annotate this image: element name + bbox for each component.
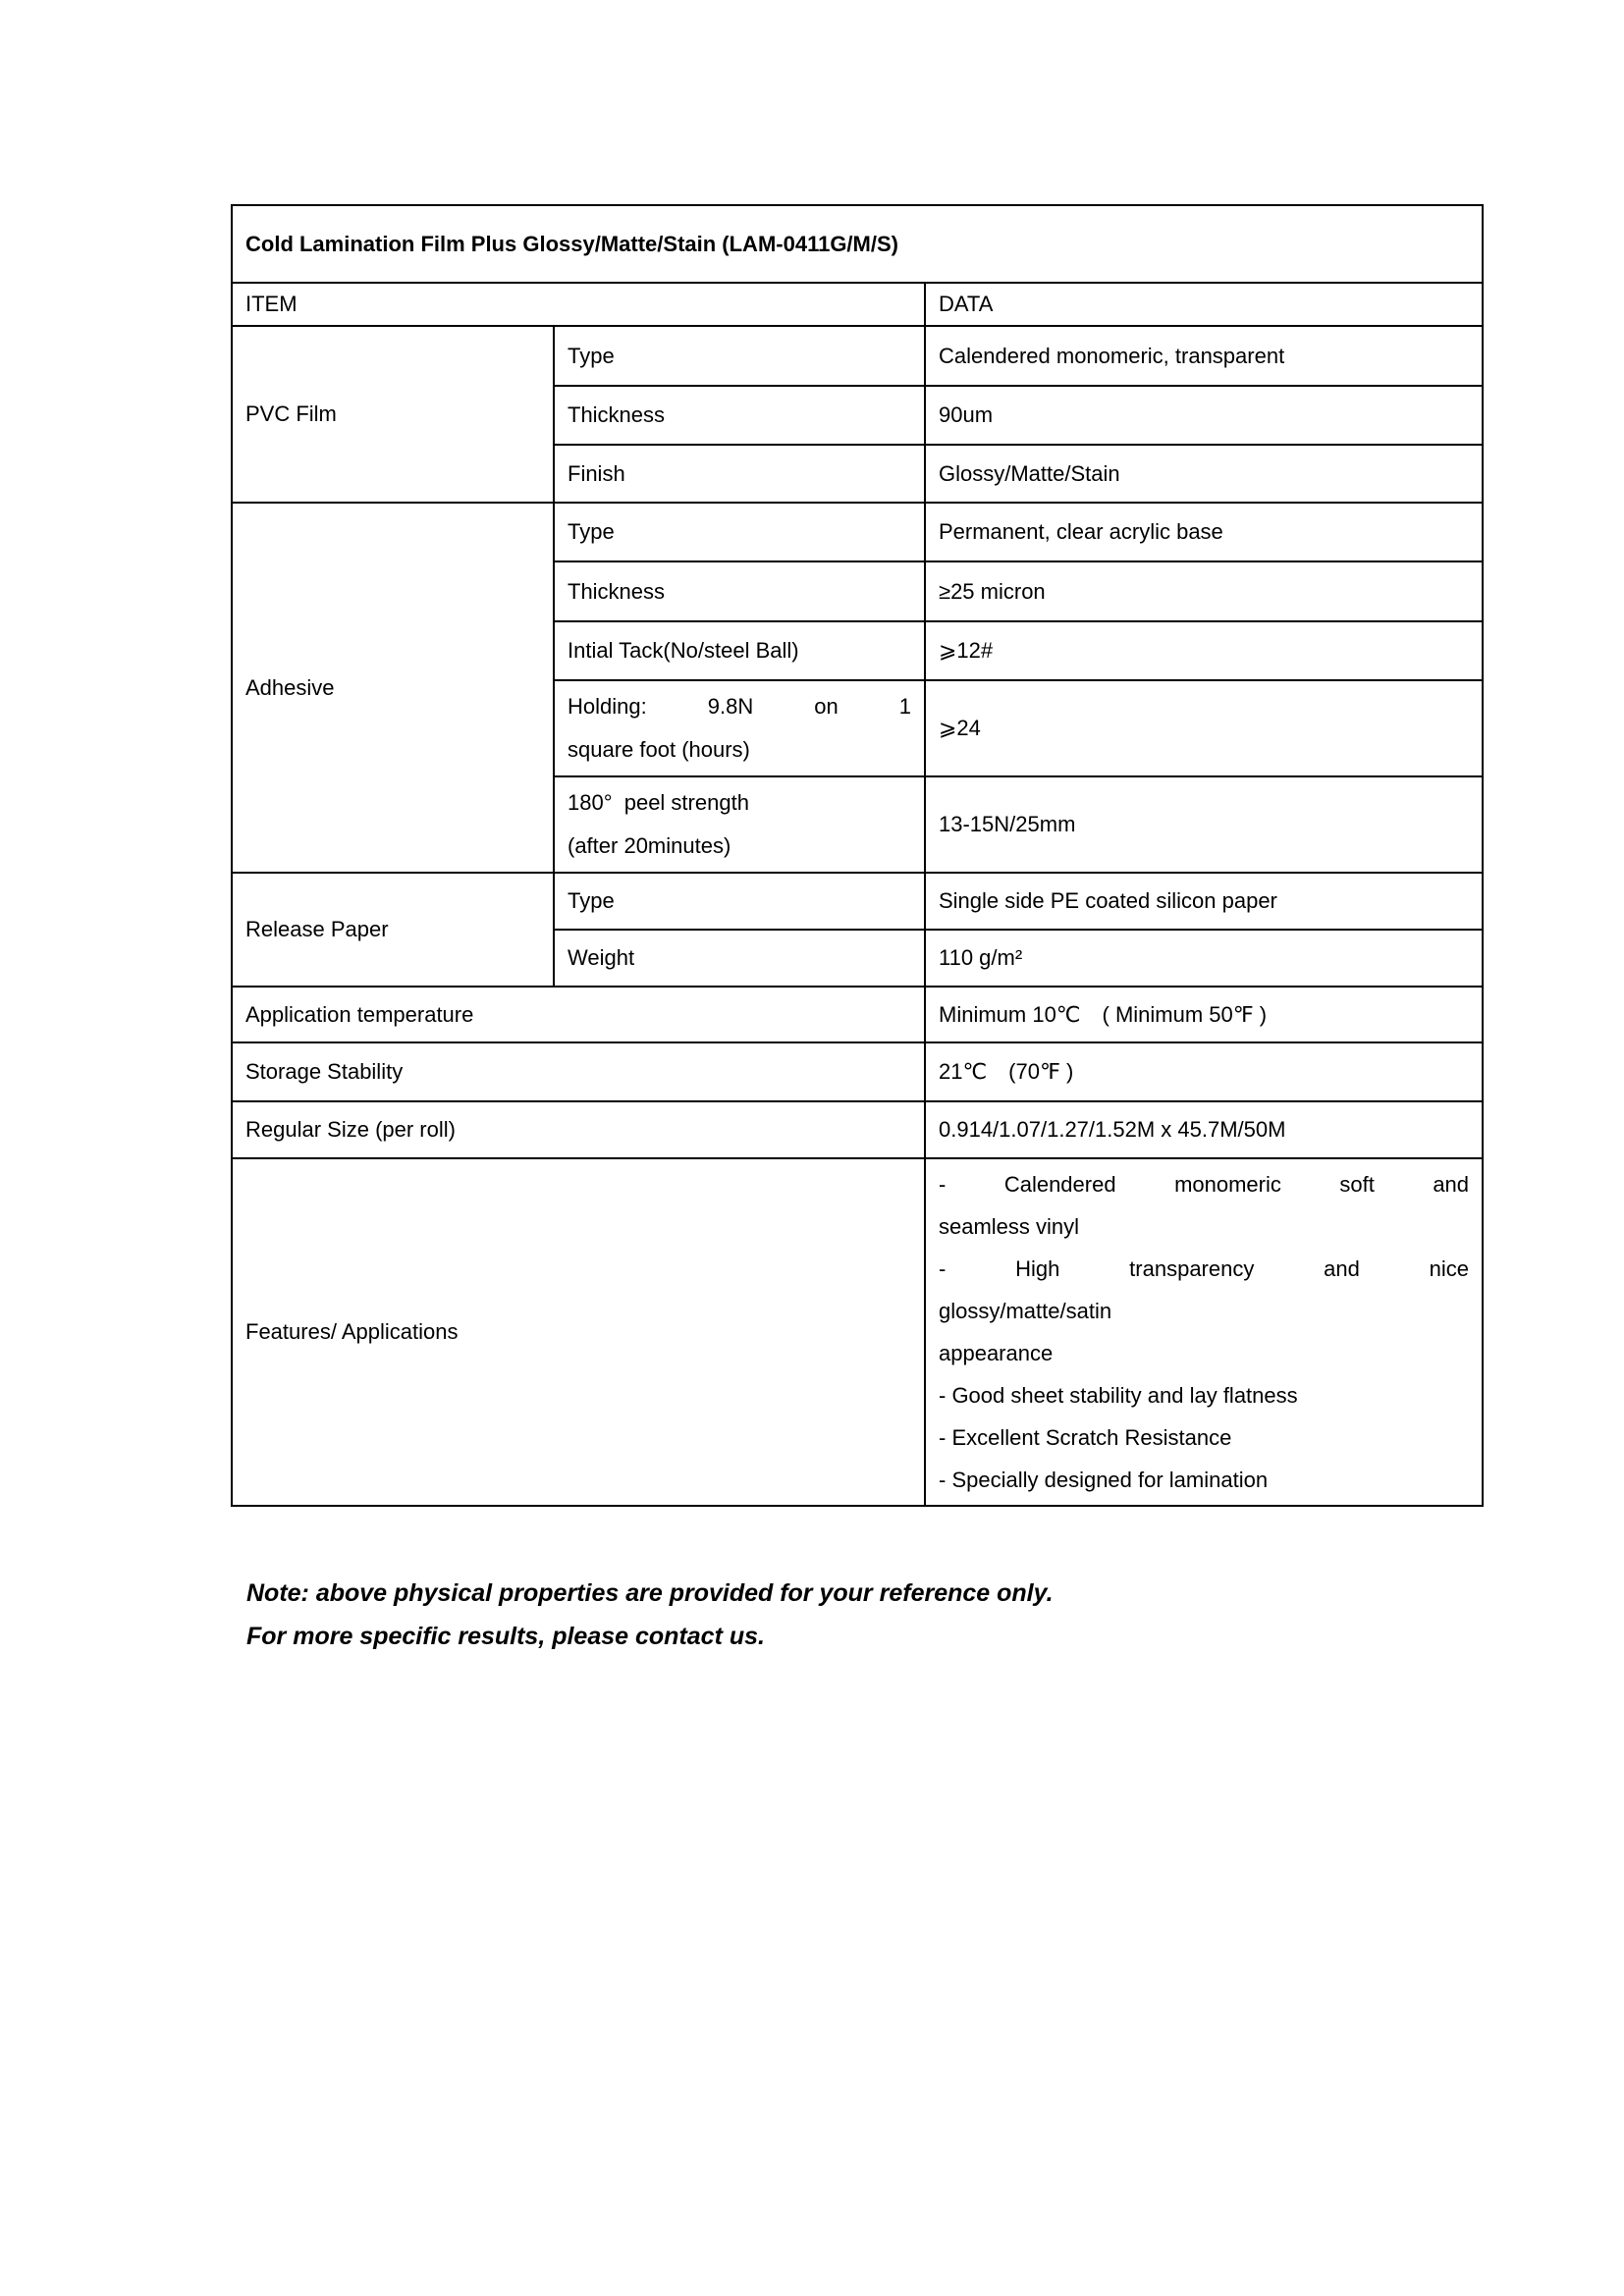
header-data-cell: DATA	[925, 283, 1483, 326]
features-label: Features/ Applications	[232, 1158, 925, 1506]
app-temp-key: Application temperature	[232, 987, 925, 1042]
features-line: appearance	[939, 1341, 1054, 1365]
adhesive-peel-value: 13-15N/25mm	[925, 776, 1483, 873]
storage-key: Storage Stability	[232, 1042, 925, 1101]
adhesive-thickness-value: ≥25 micron	[925, 561, 1483, 621]
features-line: glossy/matte/satin	[939, 1299, 1112, 1323]
footer-note-line1: Note: above physical properties are provided for your reference only.	[246, 1579, 1054, 1607]
table-row	[232, 1042, 1483, 1101]
size-key: Regular Size (per roll)	[232, 1101, 925, 1158]
adhesive-peel-key-line1: 180° peel strength	[568, 790, 749, 815]
adhesive-holding-key-line2: square foot (hours)	[568, 737, 750, 762]
adhesive-peel-key	[554, 776, 925, 873]
adhesive-tack-value: ⩾12#	[925, 621, 1483, 680]
adhesive-holding-value: ⩾24	[925, 680, 1483, 776]
spec-table	[231, 204, 1484, 1507]
features-value	[925, 1158, 1483, 1506]
table-row	[232, 987, 1483, 1042]
pvc-finish-value: Glossy/Matte/Stain	[925, 445, 1483, 503]
features-line: - Calendered monomeric soft and	[939, 1172, 1470, 1197]
footer-note-line2: For more specific results, please contact us.	[246, 1623, 765, 1650]
pvc-type-value: Calendered monomeric, transparent	[925, 326, 1483, 386]
release-weight-value: 110 g/m²	[925, 930, 1483, 987]
release-type-value: Single side PE coated silicon paper	[925, 873, 1483, 930]
pvc-thickness-value: 90um	[925, 386, 1483, 445]
features-line: - Excellent Scratch Resistance	[939, 1425, 1232, 1450]
size-value: 0.914/1.07/1.27/1.52M x 45.7M/50M	[925, 1101, 1483, 1158]
features-line: - Specially designed for lamination	[939, 1468, 1269, 1492]
table-title: Cold Lamination Film Plus Glossy/Matte/Stain (LAM-0411G/M/S)	[232, 205, 1483, 283]
app-temp-value: Minimum 10℃ ( Minimum 50℉ )	[925, 987, 1483, 1042]
storage-value: 21℃ (70℉ )	[925, 1042, 1483, 1101]
adhesive-thickness-key: Thickness	[554, 561, 925, 621]
pvc-type-key: Type	[554, 326, 925, 386]
pvc-thickness-key: Thickness	[554, 386, 925, 445]
adhesive-peel-key-line2: (after 20minutes)	[568, 833, 731, 858]
adhesive-type-value: Permanent, clear acrylic base	[925, 503, 1483, 561]
adhesive-label: Adhesive	[232, 503, 554, 873]
features-line: - Good sheet stability and lay flatness	[939, 1383, 1298, 1408]
release-weight-key: Weight	[554, 930, 925, 987]
features-line: - High transparency and nice	[939, 1256, 1470, 1281]
table-row-header	[232, 283, 1483, 326]
features-line: seamless vinyl	[939, 1214, 1080, 1239]
table-row	[232, 1101, 1483, 1158]
adhesive-type-key: Type	[554, 503, 925, 561]
pvc-finish-key: Finish	[554, 445, 925, 503]
adhesive-holding-key	[554, 680, 925, 776]
release-type-key: Type	[554, 873, 925, 930]
adhesive-holding-key-line1: Holding: 9.8N on 1	[568, 694, 911, 719]
pvc-film-label: PVC Film	[232, 326, 554, 503]
table-row-title	[232, 205, 1483, 283]
footer-note	[246, 1572, 1054, 1658]
table-row	[232, 1158, 1483, 1506]
table-row	[232, 873, 1483, 930]
adhesive-tack-key: Intial Tack(No/steel Ball)	[554, 621, 925, 680]
table-row	[232, 326, 1483, 386]
release-paper-label: Release Paper	[232, 873, 554, 987]
header-item-cell: ITEM	[232, 283, 925, 326]
table-row	[232, 503, 1483, 561]
